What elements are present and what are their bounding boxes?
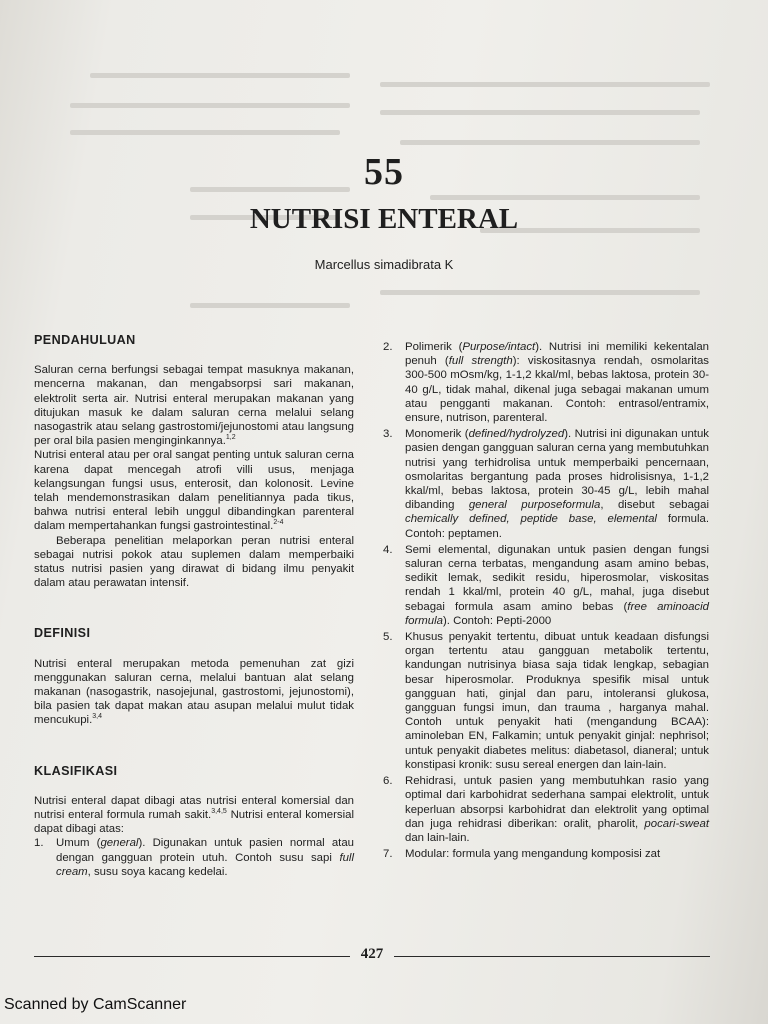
- right-column: [383, 340, 709, 863]
- list-item: 4. Semi elemental, digunakan untuk pasien dengan fungsi saluran cerna terbatas, mengandung asam amino bebas, sedikit lemak, sedikit residu, hiperosmolar, viskositas rendah 1 kkal/ml, protein 40 g/L, mahal, juga disebut sebagai formula asam amino bebas (free aminoacid formula). Contoh: Pepti-2000: [383, 543, 709, 627]
- pendahuluan-paragraph-2: Nutrisi enteral atau per oral sangat penting untuk saluran cerna karena dapat mencegah atrofi villi usus, menjaga kelangsungan fungsi usus, enterosit, dan kolonosit. Levine telah mendemonstrasikan dalam penelitiannya pada tikus, bahwa nutrisi enteral lebih unggul dibandingkan parenteral dalam mempertahankan fungsi gastrointestinal.$^{2-4}$: [34, 449, 354, 533]
- list-item: 5. Khusus penyakit tertentu, dibuat untuk keadaan disfungsi organ tertentu atau gangguan metabolik tertentu, kandungan nutrisinya biasa saja tidak lengkap, sebagian besar hiperosmolar. Produknya spesifik misal untuk gangguan hati, ginjal dan paru, intoleransi glukosa, gangguan fungsi imun, dan trauma , harganya mahal. Contoh untuk penyakit hati (mengandung BCAA): aminoleban EN, Falkamin; untuk penyakit ginjal: nephrisol; untuk penyakit diabetes melitus: diabetasol, dianeral; untuk konstipasi kronik: susu sereal energen dan lain-lain.: [383, 631, 709, 771]
- bleed-through: [380, 82, 710, 87]
- footer-rule-left: [34, 956, 350, 957]
- reference-superscript: 3,4: [92, 713, 102, 721]
- list-item: 6. Rehidrasi, untuk pasien yang membutuhkan rasio yang optimal dari karbohidrat sederhana sampai elektrolit, untuk keperluan absorpsi karbohidrat dan elektrolit yang optimal dan juga rehidrasi diberikan: oralit, pharolit, pocari-sweat dan lain-lain.: [383, 775, 709, 844]
- list-item: 7. Modular: formula yang mengandung komposisi zat: [383, 848, 661, 861]
- klasifikasi-list-left: [34, 836, 354, 879]
- bleed-through: [190, 303, 350, 308]
- list-item: 1. Umum (general). Digunakan untuk pasien normal atau dengan gangguan protein utuh. Contoh susu sapi full cream, susu soya kacang kedelai.: [34, 837, 354, 878]
- pendahuluan-paragraph-3: Beberapa penelitian melaporkan peran nutrisi enteral sebagai nutrisi pokok atau suplemen dalam memperbaiki status nutrisi pasien yang dirawat di bidang ilmu penyakit dalam atau perawatan intensif.: [34, 534, 354, 590]
- pendahuluan-paragraph-1: Saluran cerna berfungsi sebagai tempat masuknya makanan, mencerna makanan, dan mengabsorpsi sari makanan, elektrolit serta air. Nutrisi enteral merupakan makanan yang ditujukan masuk ke dalam saluran cerna melalui selang nasogastrik atau selang gastrostomi/jejunostomi atau langsung per oral bila pasien menginginkannya.$^{1,2}$: [34, 364, 354, 448]
- list-item: 3. Monomerik (defined/hydrolyzed). Nutrisi ini digunakan untuk pasien dengan gangguan saluran cerna yang membutuhkan nutrisi yang terhidrolisa untuk memperbaiki pencernaan, osmolaritas bergantung pada proses hidrolisisnya, 1-1,2 kkal/ml, bebas laktosa, protein 30-45 g/L, lebih mahal dibanding general purposeformula, disebut sebagai chemically defined, peptide base, elemental formula. Contoh: peptamen.: [383, 428, 710, 540]
- footer-rule-right: [394, 956, 710, 957]
- bleed-through: [380, 290, 700, 295]
- reference-superscript: 2-4: [273, 519, 284, 527]
- author-name: Marcellus simadibrata K: [314, 257, 454, 272]
- bleed-through: [70, 130, 340, 135]
- section-heading-definisi: DEFINISI: [34, 626, 91, 641]
- scanner-watermark: Scanned by CamScanner: [4, 996, 187, 1013]
- section-heading-klasifikasi: KLASIFIKASI: [34, 763, 118, 778]
- page-footer: [34, 946, 710, 966]
- reference-superscript: 3,4,5: [211, 808, 227, 816]
- bleed-through: [90, 73, 350, 78]
- chapter-number: 55: [364, 151, 404, 193]
- chapter-title: NUTRISI ENTERAL: [249, 203, 519, 235]
- reference-superscript: 1,2: [225, 434, 236, 442]
- klasifikasi-list-right: [383, 340, 709, 861]
- bleed-through: [380, 110, 700, 115]
- definisi-paragraph: Nutrisi enteral merupakan metoda pemenuhan zat gizi menggunakan saluran cerna, melalui bantuan alat selang makanan (nasogastrik, nasojejunal, gastrostomi, jejunostomi), bila pasien tak dapat makan atau asupan melalui mulut tidak mencukupi.$^{3,4}$: [34, 657, 354, 727]
- section-heading-pendahuluan: PENDAHULUAN: [34, 333, 136, 347]
- bleed-through: [70, 103, 350, 108]
- left-column: [34, 333, 354, 881]
- bleed-through: [400, 140, 700, 145]
- page-number: 427: [360, 946, 384, 962]
- bleed-through: [430, 195, 700, 200]
- klasifikasi-paragraph: Nutrisi enteral dapat dibagi atas nutrisi enteral komersial dan nutrisi enteral formula rumah sakit.$^{3,4,5}$ Nutrisi enteral komersial dapat dibagi atas:: [34, 794, 354, 836]
- list-item: 2. Polimerik (Purpose/intact). Nutrisi ini memiliki kekentalan penuh (full strength): viskositasnya rendah, osmolaritas 300-500 mOsm/kg, 1-1,2 kkal/ml, bebas laktosa, protein 30-40 g/L, tidak mahal, dikenal juga sebagai makanan umum atau pengganti makanan. Contoh: entrasol/entramix, ensure, nutrison, parenteral.: [383, 341, 710, 425]
